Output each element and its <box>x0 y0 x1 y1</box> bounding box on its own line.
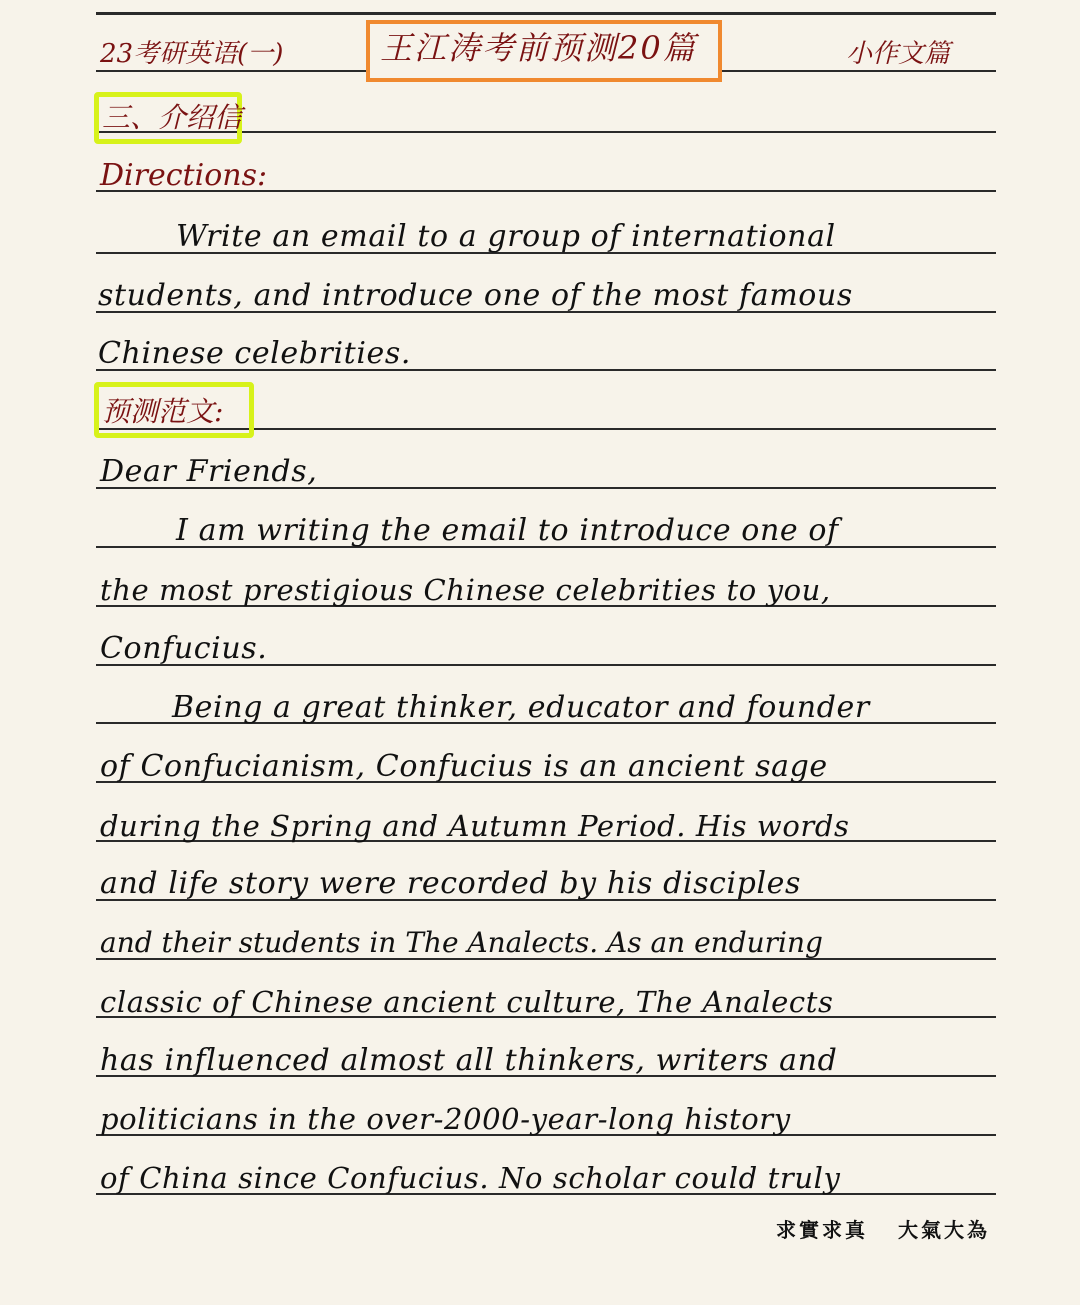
essay-line: Confucius. <box>100 631 268 666</box>
essay-line: Being a great thinker, educator and founder <box>172 690 870 725</box>
page-title: 王江涛考前预测20篇 <box>380 29 697 67</box>
essay-line: of Confucianism, Confucius is an ancient sage <box>100 749 828 784</box>
section-label: 三、介绍信 <box>102 101 243 134</box>
essay-line: and life story were recorded by his disciples <box>100 866 802 901</box>
essay-line: politicians in the over-2000-year-long history <box>100 1102 791 1136</box>
essay-line: and their students in The Analects. As an enduring <box>100 926 823 959</box>
essay-line: during the Spring and Autumn Period. His words <box>100 809 850 843</box>
footer-motto-right: 大氣大為 <box>898 1218 990 1242</box>
essay-line: of China since Confucius. No scholar could truly <box>100 1161 841 1195</box>
directions-line: students, and introduce one of the most famous <box>98 278 853 313</box>
footer-motto-left: 求實求真 <box>776 1218 868 1242</box>
directions-line: Write an email to a group of international <box>176 219 836 254</box>
essay-line: classic of Chinese ancient culture, The Analects <box>100 985 834 1019</box>
top-rule <box>96 12 996 15</box>
directions-line: Chinese celebrities. <box>98 336 412 371</box>
header-right-label: 小作文篇 <box>846 39 951 69</box>
essay-line: I am writing the email to introduce one of <box>176 513 839 548</box>
essay-line: the most prestigious Chinese celebrities to you, <box>100 573 831 607</box>
greeting: Dear Friends, <box>100 454 318 489</box>
header-left-label: 23考研英语(一) <box>100 39 284 69</box>
essay-line: has influenced almost all thinkers, writers and <box>100 1043 838 1078</box>
sample-label: 预测范文: <box>102 395 224 428</box>
directions-label: Directions: <box>100 158 268 193</box>
